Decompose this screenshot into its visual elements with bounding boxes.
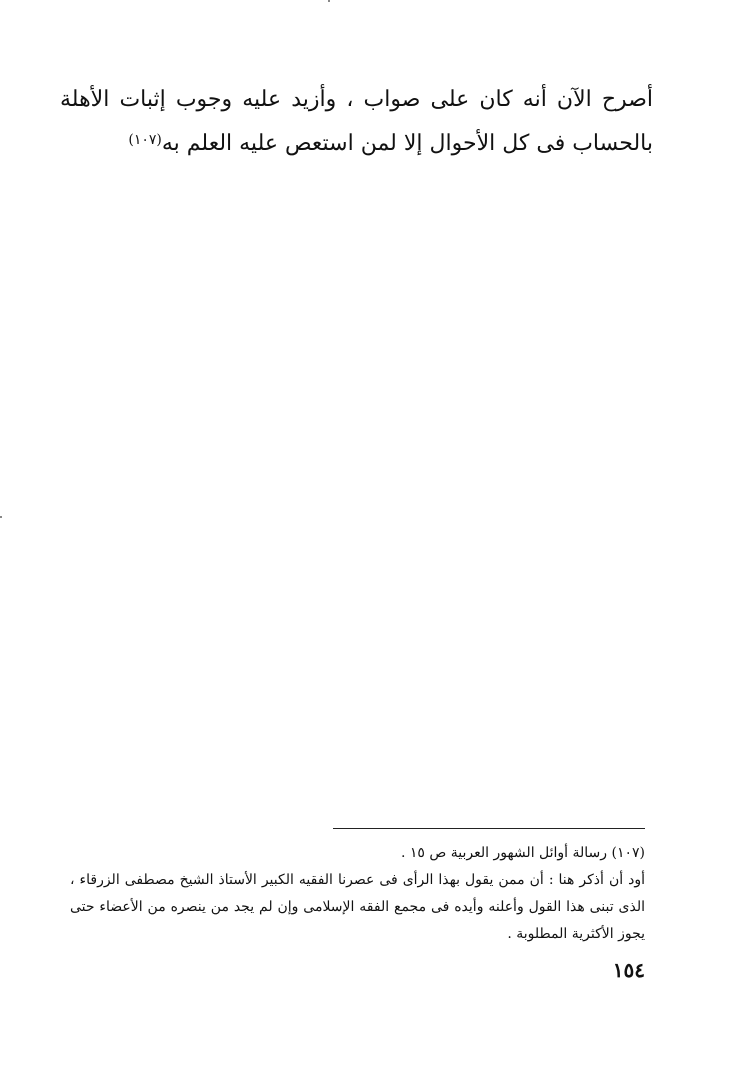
- footnote-107: (١٠٧) رسالة أوائل الشهور العربية ص ١٥ .: [401, 845, 645, 861]
- scan-mark: [0, 516, 2, 518]
- page-number: ١٥٤: [612, 958, 645, 982]
- footnotes: [70, 840, 645, 948]
- footnote-reference: (١٠٧): [128, 132, 162, 148]
- scan-mark: [328, 0, 330, 2]
- body-text: [60, 80, 653, 164]
- footnote-note: أود أن أذكر هنا : أن ممن يقول بهذا الرأى فى عصرنا الفقيه الكبير الأستاذ الشيخ مصطفى الزرقاء ، الذى تبنى هذا القول وأعلنه وأيده فى مجمع الفقه الإسلامى وإن لم يجد من ينصره من الأعضاء حتى يجوز الأكثرية المطلوبة .: [70, 872, 645, 942]
- body-paragraph: [60, 80, 653, 164]
- body-paragraph-text: أصرح الآن أنه كان على صواب ، وأزيد عليه وجوب إثبات الأهلة بالحساب فى كل الأحوال إلا لمن استعص عليه العلم به: [60, 87, 653, 156]
- footnote-separator: [333, 828, 645, 829]
